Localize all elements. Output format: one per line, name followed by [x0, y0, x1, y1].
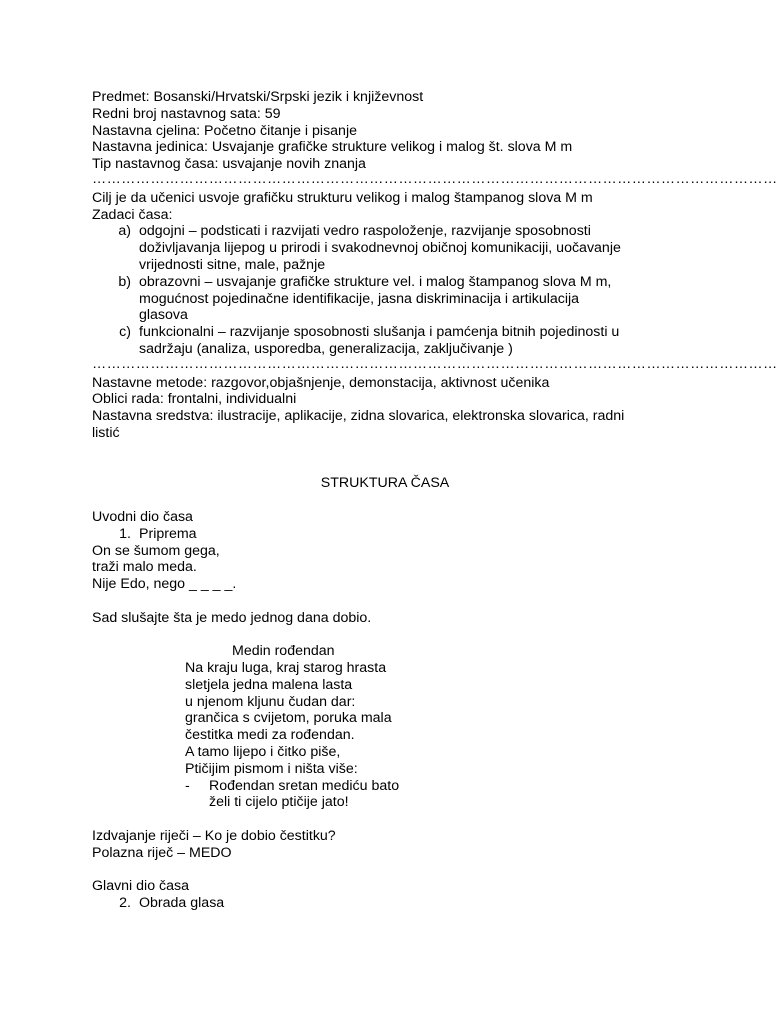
- lesson-type-line: Tip nastavnog časa: usvajanje novih znanja: [92, 156, 366, 173]
- tasks-label: Zadaci časa:: [92, 206, 173, 223]
- task-label: b): [118, 273, 131, 290]
- poem-line: grančica s cvijetom, poruka mala: [185, 710, 392, 727]
- structure-heading: STRUKTURA ČASA: [320, 475, 450, 492]
- work-forms-line: Oblici rada: frontalni, individualni: [92, 391, 297, 408]
- poem-line: Rođendan sretan mediću bato: [209, 777, 400, 794]
- poem-line: čestitka medi za rođendan.: [185, 727, 355, 744]
- poem-title: Medin rođendan: [232, 643, 335, 660]
- poem-line: sletjela jedna malena lasta: [185, 676, 353, 693]
- numbered-item: [92, 895, 678, 912]
- intro-section-title: Uvodni dio časa: [92, 508, 193, 525]
- task-text: odgojni – podsticati i razvijati vedro raspoloženje, razvijanje sposobnosti: [139, 223, 591, 240]
- goal-line: Cilj je da učenici usvoje grafičku strukturu velikog i malog štampanog slova M m: [92, 189, 593, 206]
- poem-line: A tamo lijepo i čitko piše,: [185, 744, 341, 761]
- dotted-separator: ……………………………………………………………………………………………………………………………: [92, 355, 778, 372]
- task-item: [92, 223, 678, 273]
- item-number: 2.: [119, 895, 131, 912]
- document-page: [92, 89, 778, 912]
- teaching-aids-line: Nastavna sredstva: ilustracije, aplikacije, zidna slovarica, elektronska slovarica, radni: [92, 408, 625, 425]
- methods-line: Nastavne metode: razgovor,objašnjenje, demonstacija, aktivnost učenika: [92, 374, 550, 391]
- task-text: doživljavanja lijepog u prirodi i svakodnevnoj običnoj komunikaciji, uočavanje: [139, 240, 621, 257]
- poem-line: Ptičijim pismom i ništa više:: [185, 760, 358, 777]
- poem-dash-line: [185, 778, 678, 795]
- numbered-item: [92, 526, 678, 543]
- poem-line: u njenom kljunu čudan dar:: [185, 693, 356, 710]
- task-item: [92, 324, 678, 358]
- teaching-aids-line: listić: [92, 424, 120, 441]
- main-section-title: Glavni dio časa: [92, 878, 189, 895]
- task-item: [92, 274, 678, 324]
- dash-marker: -: [185, 777, 190, 794]
- item-label: Obrada glasa: [139, 895, 225, 912]
- lesson-unit-line: Nastavna cjelina: Početno čitanje i pisanje: [92, 122, 357, 139]
- task-text: mogućnost pojedinačne identifikacije, jasna diskriminacija i artikulacija: [139, 290, 580, 307]
- subject-line: Predmet: Bosanski/Hrvatski/Srpski jezik i književnost: [92, 89, 424, 105]
- task-text: vrijednosti sitne, male, pažnje: [139, 256, 326, 273]
- riddle-line: Nije Edo, nego _ _ _ _.: [92, 576, 237, 593]
- task-text: funkcionalni – razvijanje sposobnosti slušanja i pamćenja bitnih pojedinosti u: [139, 324, 620, 341]
- starting-word-line: Polazna riječ – MEDO: [92, 844, 232, 861]
- riddle-line: traži malo meda.: [92, 559, 197, 576]
- poem-line: želi ti cijelo ptičije jato!: [209, 794, 349, 811]
- riddle-line: On se šumom gega,: [92, 542, 220, 559]
- task-label: c): [119, 324, 131, 341]
- instruction-line: Sad slušajte šta je medo jednog dana dobio.: [92, 609, 372, 626]
- poem: [92, 660, 678, 811]
- lesson-number-line: Redni broj nastavnog sata: 59: [92, 105, 281, 122]
- lesson-topic-line: Nastavna jedinica: Usvajanje grafičke strukture velikog i malog št. slova M m: [92, 139, 573, 156]
- task-text: glasova: [139, 307, 188, 324]
- task-label: a): [118, 223, 131, 240]
- poem-line: Na kraju luga, kraj starog hrasta: [185, 660, 387, 677]
- item-number: 1.: [119, 525, 131, 542]
- task-text: sadržaju (analiza, usporedba, generalizacija, zaključivanje ): [139, 340, 513, 357]
- item-label: Priprema: [139, 525, 197, 542]
- task-text: obrazovni – usvajanje grafičke strukture vel. i malog štampanog slova M m,: [139, 273, 612, 290]
- dotted-separator: ……………………………………………………………………………………………………………………………: [92, 170, 778, 187]
- word-extraction-line: Izdvajanje riječi – Ko je dobio čestitku?: [92, 828, 336, 845]
